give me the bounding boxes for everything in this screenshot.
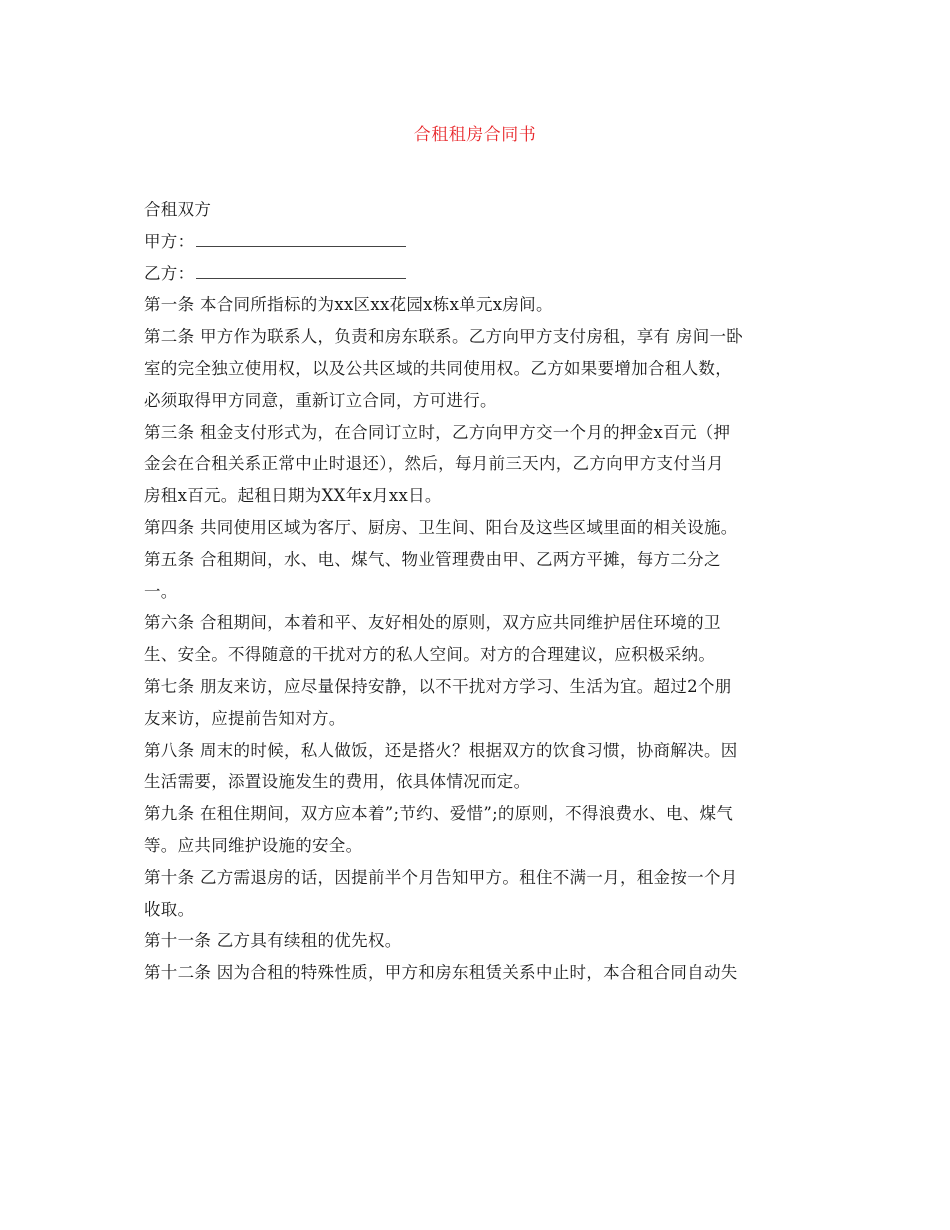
text-line: 第五条 合租期间，水、电、煤气、物业管理费由甲、乙两方平摊，每方二分之 bbox=[144, 549, 721, 569]
text-line: 生、安全。不得随意的干扰对方的私人空间。对方的合理建议，应积极采纳。 bbox=[144, 645, 716, 665]
text-line: 第二条 甲方作为联系人，负责和房东联系。乙方向甲方支付房租，享有 房间一卧 bbox=[144, 327, 744, 347]
text-line: 室的完全独立使用权，以及公共区域的共同使用权。乙方如果要增加合租人数， bbox=[144, 358, 732, 378]
party-a-label: 甲方： bbox=[144, 231, 195, 251]
text-line: 第十条 乙方需退房的话，因提前半个月告知甲方。租住不满一月，租金按一个月 bbox=[144, 867, 738, 887]
text-line: 第八条 周末的时候，私人做饭，还是搭火？根据双方的饮食习惯，协商解决。因 bbox=[144, 740, 738, 760]
text-line: 一。 bbox=[144, 581, 178, 601]
text-line: 生活需要，添置设施发生的费用，依具体情况而定。 bbox=[144, 772, 531, 792]
document-body bbox=[144, 194, 804, 989]
text-line: 第十二条 因为合租的特殊性质，甲方和房东租赁关系中止时，本合租合同自动失 bbox=[144, 963, 738, 983]
document-title: 合租租房合同书 bbox=[413, 125, 537, 145]
text-line: 第十一条 乙方具有续租的优先权。 bbox=[144, 931, 402, 951]
parties-heading: 合租双方 bbox=[144, 200, 212, 219]
text-line: 第三条 租金支付形式为，在合同订立时，乙方向甲方交一个月的押金x百元（押 bbox=[144, 422, 731, 442]
text-line: 第一条 本合同所指标的为xx区xx花园x栋x单元x房间。 bbox=[144, 295, 553, 315]
party-b-blank bbox=[196, 260, 406, 279]
text-line: 第九条 在租住期间，双方应本着”;节约、爱惜”;的原则，不得浪费水、电、煤气 bbox=[144, 804, 734, 824]
text-line: 房租x百元。起租日期为XX年x月xx日。 bbox=[144, 486, 442, 506]
party-a-blank bbox=[196, 228, 406, 247]
text-line: 第七条 朋友来访，应尽量保持安静，以不干扰对方学习、生活为宜。超过2个朋 bbox=[144, 676, 732, 696]
text-line: 必须取得甲方同意，重新订立合同，方可进行。 bbox=[144, 390, 497, 410]
text-line: 收取。 bbox=[144, 899, 195, 919]
party-b-row bbox=[144, 258, 804, 290]
text-line: 金会在合租关系正常中止时退还），然后，每月前三天内，乙方向甲方支付当月 bbox=[144, 454, 724, 474]
text-line: 友来访，应提前告知对方。 bbox=[144, 708, 346, 728]
party-b-label: 乙方： bbox=[144, 263, 195, 283]
text-line: 第四条 共同使用区域为客厅、厨房、卫生间、阳台及这些区域里面的相关设施。 bbox=[144, 517, 738, 537]
text-line: 第六条 合租期间，本着和平、友好相处的原则，双方应共同维护居住环境的卫 bbox=[144, 613, 721, 633]
text-line: 等。应共同维护设施的安全。 bbox=[144, 835, 363, 855]
party-a-row bbox=[144, 226, 804, 258]
